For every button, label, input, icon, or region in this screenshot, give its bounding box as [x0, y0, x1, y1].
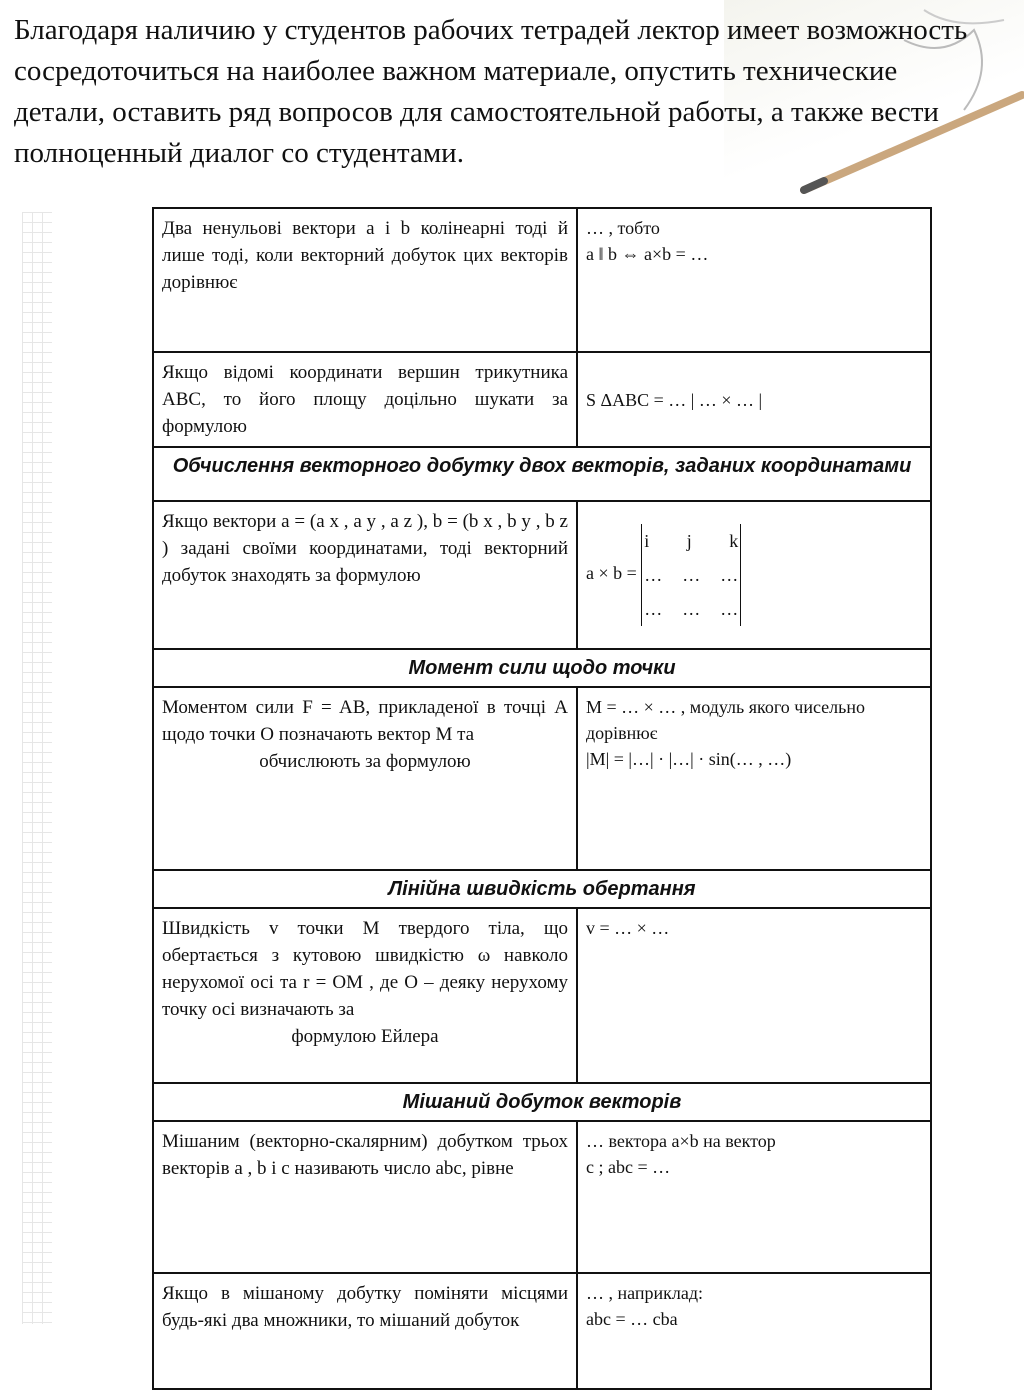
- row-text: [153, 687, 577, 870]
- table-row: [153, 870, 931, 908]
- matrix-cell: …: [644, 565, 663, 585]
- row-formula: [577, 1121, 931, 1273]
- matrix-cell: j: [686, 531, 692, 551]
- formula-line: … , тобто: [586, 218, 660, 238]
- row-formula: [577, 1273, 931, 1389]
- determinant-matrix: [641, 524, 741, 626]
- row-text: Якщо відомі координати вершин трикутника ABC, то його площу доцільно шукати за формулою: [153, 352, 577, 447]
- table-row: [153, 1273, 931, 1389]
- row-text-main: Швидкість v точки M твердого тіла, що обертається з кутовою швидкістю ω навколо нерухомої осі та r = OM , де O – деяку нерухому точку осі визначають за: [162, 918, 568, 1020]
- intro-paragraph: Благодаря наличию у студентов рабочих тетрадей лектор имеет возможность сосредоточиться на наиболее важном материале, опустить технические детали, оставить ряд вопросов для самостоятельной работы, а также вести полноценный диалог со студентами.: [14, 14, 968, 169]
- formula-line: M = … × … , модуль якого чисельно дорівнює: [586, 697, 865, 743]
- formula-line: abc = … cba: [586, 1309, 678, 1329]
- section-heading: Обчислення векторного добутку двох векторів, заданих координатами: [153, 447, 931, 501]
- matrix-cell: …: [720, 565, 739, 585]
- row-text-main: Моментом сили F = AB, прикладеної в точці A щодо точки O позначають вектор M та: [162, 697, 568, 745]
- row-text: Якщо вектори a = (a x , a y , a z ), b = (b x , b y , b z ) задані своїми координатами, тоді векторний добуток знаходять за формулою: [153, 501, 577, 649]
- section-heading: Момент сили щодо точки: [153, 649, 931, 687]
- section-heading: Мішаний добуток векторів: [153, 1083, 931, 1121]
- table-row: [153, 649, 931, 687]
- row-text: Якщо в мішаному добутку поміняти місцями будь-які два множники, то мішаний добуток: [153, 1273, 577, 1389]
- formula-line: |M| = |…| · |…| · sin(… , …): [586, 749, 792, 769]
- matrix-row: [644, 592, 738, 626]
- table-row: [153, 1121, 931, 1273]
- row-text-end: обчислюють за формулою: [259, 751, 471, 772]
- row-formula: v = … × …: [577, 908, 931, 1083]
- matrix-cell: …: [682, 599, 701, 619]
- grid-paper-strip: [22, 212, 52, 1324]
- workbook-table: [152, 207, 932, 1390]
- table-row: [153, 208, 931, 352]
- table-row: [153, 501, 931, 649]
- formula-lhs: a × b =: [586, 563, 637, 584]
- matrix-cell: …: [682, 565, 701, 585]
- matrix-row: [644, 558, 738, 592]
- row-text: Мішаним (векторно-скалярним) добутком трьох векторів a , b і c називають число abc, рівне: [153, 1121, 577, 1273]
- table-row: [153, 447, 931, 501]
- formula-line: a ‖ b ⇔ a×b = …: [586, 244, 709, 264]
- matrix-cell: …: [720, 599, 739, 619]
- table-row: [153, 1083, 931, 1121]
- matrix-cell: i: [644, 531, 650, 551]
- row-formula: [577, 501, 931, 649]
- matrix-cell: …: [644, 599, 663, 619]
- table-row: [153, 352, 931, 447]
- row-formula: [577, 687, 931, 870]
- row-formula: [577, 208, 931, 352]
- formula-line: … , наприклад:: [586, 1283, 704, 1303]
- row-text: Два ненульові вектори a і b колінеарні тоді й лише тоді, коли векторний добуток цих векторів дорівнює: [153, 208, 577, 352]
- matrix-cell: k: [729, 531, 739, 551]
- row-formula: S ΔABC = … | … × … |: [577, 352, 931, 447]
- formula-line: c ; abc = …: [586, 1157, 671, 1177]
- section-heading: Лінійна швидкість обертання: [153, 870, 931, 908]
- table-row: [153, 908, 931, 1083]
- matrix-row: [644, 524, 738, 558]
- row-text: [153, 908, 577, 1083]
- table-row: [153, 687, 931, 870]
- row-text-end: формулою Ейлера: [291, 1026, 439, 1047]
- formula-line: … вектора a×b на вектор: [586, 1131, 776, 1151]
